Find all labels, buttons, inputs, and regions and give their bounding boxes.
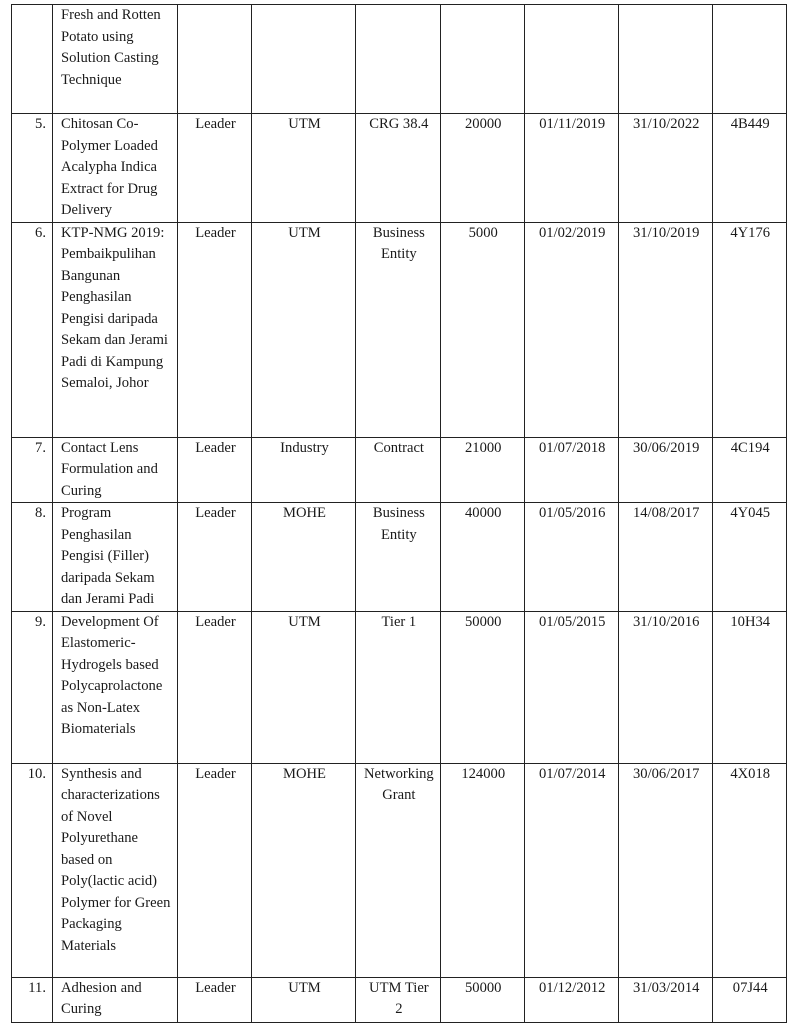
cell-sponsor: Industry <box>252 437 356 503</box>
cell-amount: 5000 <box>440 222 524 437</box>
cell-end-date <box>618 5 712 114</box>
cell-sponsor: UTM <box>252 222 356 437</box>
cell-vot: 4B449 <box>712 114 786 223</box>
cell-title: Adhesion and Curing <box>53 977 178 1022</box>
cell-amount: 50000 <box>440 977 524 1022</box>
cell-title: Fresh and Rotten Potato using Solution Casting Technique <box>53 5 178 114</box>
cell-title: KTP-NMG 2019: Pembaikpulihan Bangunan Penghasilan Pengisi daripada Sekam dan Jerami Padi di Kampung Semaloi, Johor <box>53 222 178 437</box>
cell-role: Leader <box>178 437 252 503</box>
cell-grant-type: CRG 38.4 <box>356 114 441 223</box>
cell-start-date: 01/02/2019 <box>524 222 618 437</box>
cell-no: 5. <box>12 114 53 223</box>
cell-role: Leader <box>178 977 252 1022</box>
research-grants-table <box>11 4 787 1023</box>
table-row <box>12 977 787 1022</box>
cell-no: 8. <box>12 503 53 612</box>
cell-start-date: 01/12/2012 <box>524 977 618 1022</box>
cell-sponsor: UTM <box>252 114 356 223</box>
cell-amount: 21000 <box>440 437 524 503</box>
cell-title: Development Of Elastomeric-Hydrogels based Polycaprolactone as Non-Latex Biomaterials <box>53 611 178 763</box>
cell-amount <box>440 5 524 114</box>
cell-end-date: 30/06/2019 <box>618 437 712 503</box>
cell-start-date: 01/05/2016 <box>524 503 618 612</box>
cell-end-date: 31/10/2022 <box>618 114 712 223</box>
cell-grant-type: Contract <box>356 437 441 503</box>
cell-amount: 124000 <box>440 763 524 977</box>
cell-amount: 50000 <box>440 611 524 763</box>
table-row <box>12 5 787 114</box>
cell-role: Leader <box>178 763 252 977</box>
cell-sponsor: MOHE <box>252 503 356 612</box>
cell-title: Synthesis and characterizations of Novel Polyurethane based on Poly(lactic acid) Polymer for Green Packaging Materials <box>53 763 178 977</box>
cell-no <box>12 5 53 114</box>
table-row <box>12 763 787 977</box>
cell-sponsor: UTM <box>252 611 356 763</box>
cell-title: Program Penghasilan Pengisi (Filler) daripada Sekam dan Jerami Padi <box>53 503 178 612</box>
table-row <box>12 437 787 503</box>
cell-grant-type: Business Entity <box>356 503 441 612</box>
cell-vot <box>712 5 786 114</box>
cell-no: 6. <box>12 222 53 437</box>
table-row <box>12 114 787 223</box>
cell-role: Leader <box>178 222 252 437</box>
cell-vot: 07J44 <box>712 977 786 1022</box>
cell-end-date: 14/08/2017 <box>618 503 712 612</box>
cell-role: Leader <box>178 114 252 223</box>
table-row <box>12 611 787 763</box>
cell-start-date: 01/05/2015 <box>524 611 618 763</box>
cell-start-date <box>524 5 618 114</box>
cell-title: Chitosan Co-Polymer Loaded Acalypha Indica Extract for Drug Delivery <box>53 114 178 223</box>
cell-vot: 10H34 <box>712 611 786 763</box>
cell-end-date: 31/10/2019 <box>618 222 712 437</box>
cell-sponsor: UTM <box>252 977 356 1022</box>
cell-vot: 4Y045 <box>712 503 786 612</box>
cell-role: Leader <box>178 503 252 612</box>
cell-no: 10. <box>12 763 53 977</box>
cell-end-date: 31/10/2016 <box>618 611 712 763</box>
cell-end-date: 30/06/2017 <box>618 763 712 977</box>
table-row <box>12 503 787 612</box>
table-row <box>12 222 787 437</box>
cell-role: Leader <box>178 611 252 763</box>
cell-vot: 4C194 <box>712 437 786 503</box>
cell-end-date: 31/03/2014 <box>618 977 712 1022</box>
cell-grant-type: Networking Grant <box>356 763 441 977</box>
table-body <box>12 5 787 1023</box>
cell-start-date: 01/11/2019 <box>524 114 618 223</box>
cell-no: 9. <box>12 611 53 763</box>
cell-no: 11. <box>12 977 53 1022</box>
cell-title: Contact Lens Formulation and Curing <box>53 437 178 503</box>
cell-start-date: 01/07/2018 <box>524 437 618 503</box>
cell-sponsor: MOHE <box>252 763 356 977</box>
cell-amount: 20000 <box>440 114 524 223</box>
cell-grant-type: Tier 1 <box>356 611 441 763</box>
cell-no: 7. <box>12 437 53 503</box>
cell-sponsor <box>252 5 356 114</box>
cell-amount: 40000 <box>440 503 524 612</box>
cell-start-date: 01/07/2014 <box>524 763 618 977</box>
cell-grant-type <box>356 5 441 114</box>
cell-vot: 4Y176 <box>712 222 786 437</box>
cell-grant-type: UTM Tier 2 <box>356 977 441 1022</box>
cell-grant-type: Business Entity <box>356 222 441 437</box>
cell-vot: 4X018 <box>712 763 786 977</box>
cell-role <box>178 5 252 114</box>
